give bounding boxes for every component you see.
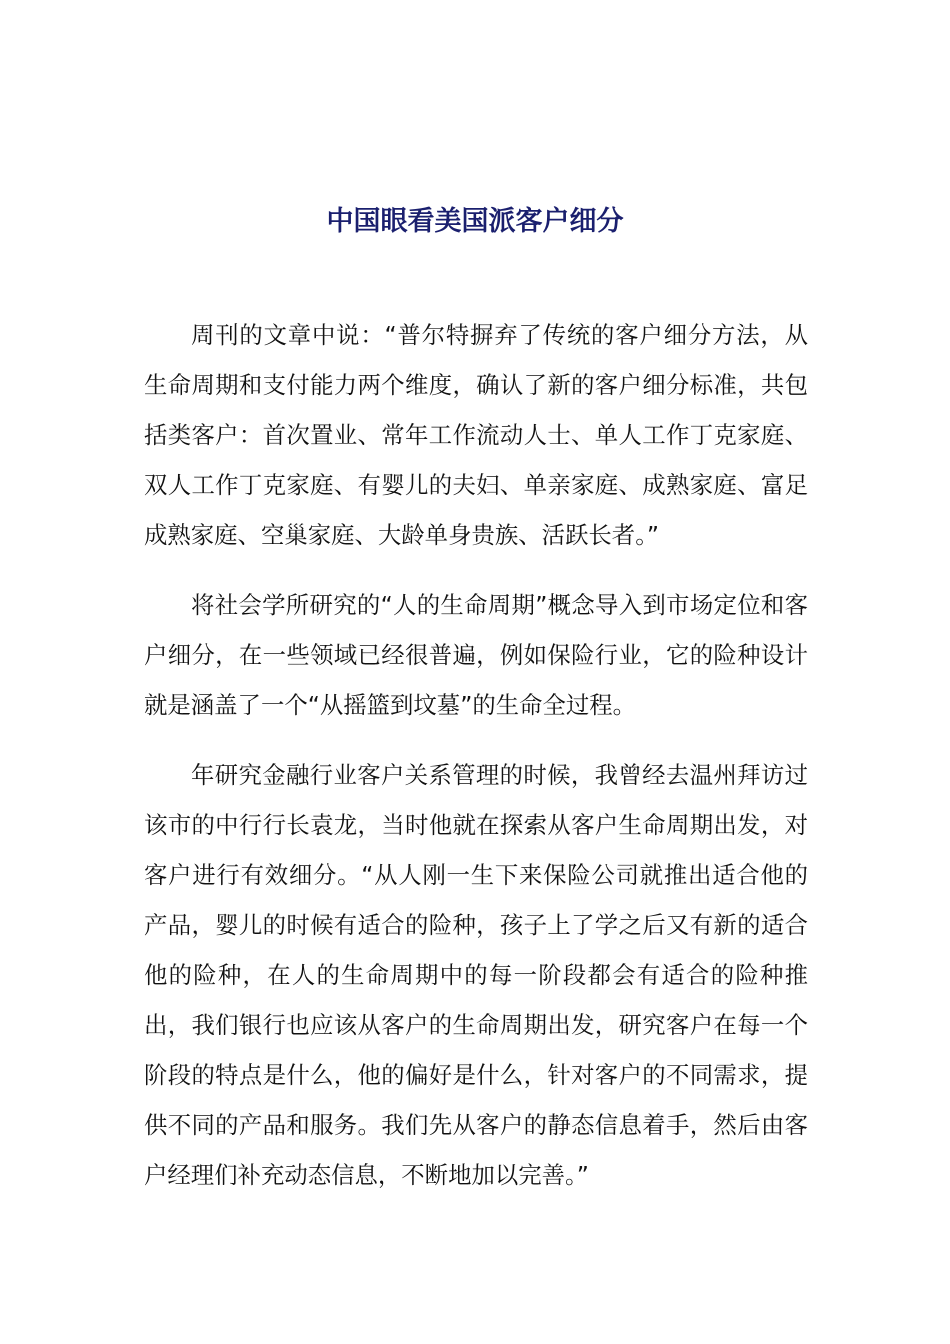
paragraph-2: 将社会学所研究的“人的生命周期”概念导入到市场定位和客户细分，在一些领域已经很普遍，例如保险行业，它的险种设计就是涵盖了一个“从摇篮到坟墓”的生命全过程。: [144, 591, 808, 719]
paragraph-1: 周刊的文章中说：“普尔特摒弃了传统的客户细分方法，从生命周期和支付能力两个维度，确认了新的客户细分标准，共包括类客户：首次置业、常年工作流动人士、单人工作丁克家庭、双人工作丁克家庭、有婴儿的夫妇、单亲家庭、成熟家庭、富足成熟家庭、空巢家庭、大龄单身贵族、活跃长者。”: [144, 321, 808, 549]
document-body: [144, 310, 808, 1220]
document-title: 中国眼看美国派客户细分: [326, 206, 624, 237]
paragraph-3: 年研究金融行业客户关系管理的时候，我曾经去温州拜访过该市的中行行长袁龙，当时他就在探索从客户生命周期出发，对客户进行有效细分。“从人刚一生下来保险公司就推出适合他的产品，婴儿的时候有适合的险种，孩子上了学之后又有新的适合他的险种，在人的生命周期中的每一阶段都会有适合的险种推出，我们银行也应该从客户的生命周期出发，研究客户在每一个阶段的特点是什么，他的偏好是什么，针对客户的不同需求，提供不同的产品和服务。我们先从客户的静态信息着手，然后由客户经理们补充动态信息，不断地加以完善。”: [144, 761, 808, 1189]
